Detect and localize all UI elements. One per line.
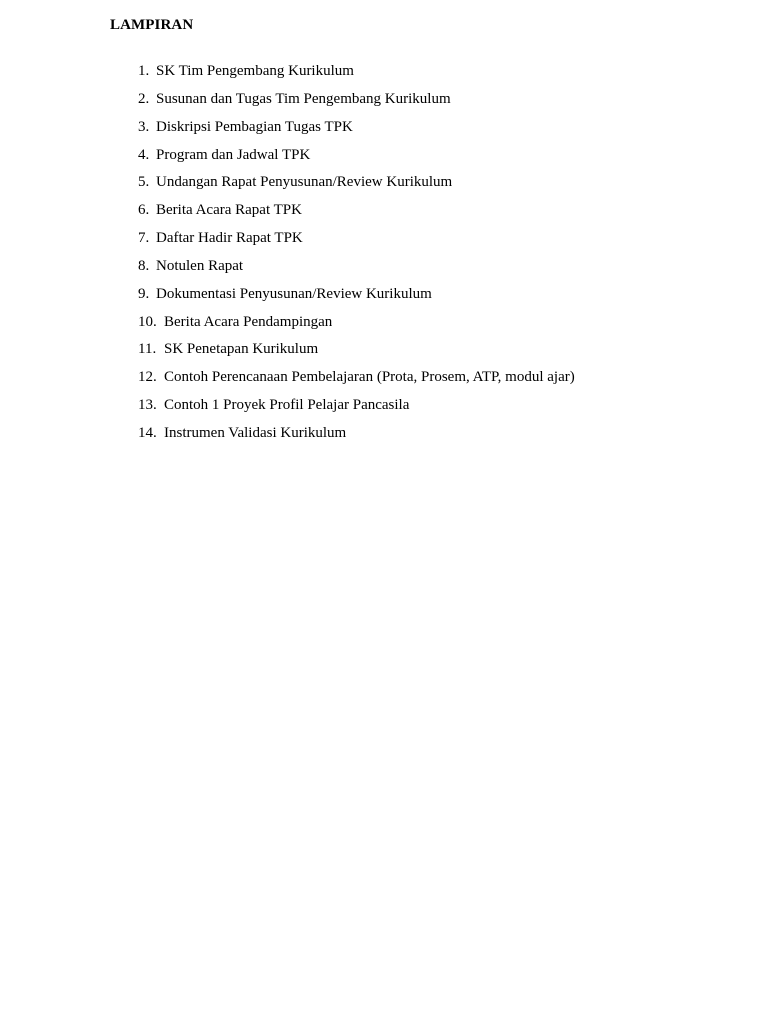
list-item — [138, 284, 575, 312]
list-item-number: 1. — [138, 63, 150, 79]
list-item-text: SK Penetapan Kurikulum — [164, 341, 319, 358]
list-item — [138, 367, 575, 395]
list-item-number: 12. — [138, 369, 157, 386]
list-item-text: Diskripsi Pembagian Tugas TPK — [156, 118, 353, 135]
list-item-text: Undangan Rapat Penyusunan/Review Kurikulum — [156, 174, 453, 191]
list-item-number: 5. — [138, 174, 150, 191]
list-item-number: 14. — [138, 424, 157, 441]
list-item — [138, 228, 575, 256]
list-item-number: 11. — [138, 341, 157, 358]
list-item — [138, 117, 575, 145]
list-item-number: 8. — [138, 257, 150, 274]
list-item-text: Susunan dan Tugas Tim Pengembang Kurikulum — [156, 90, 451, 107]
list-item-text: Berita Acara Pendampingan — [164, 313, 333, 330]
list-item-text: SK Tim Pengembang Kurikulum — [156, 63, 354, 79]
list-item-number: 2. — [138, 90, 150, 107]
list-item-number: 3. — [138, 118, 150, 135]
list-item — [138, 423, 575, 451]
list-item-number: 10. — [138, 313, 157, 330]
attachment-list — [138, 61, 575, 451]
list-item-text: Dokumentasi Penyusunan/Review Kurikulum — [156, 285, 432, 302]
list-item — [138, 312, 575, 340]
list-item-text: Contoh 1 Proyek Profil Pelajar Pancasila — [164, 397, 410, 414]
list-item-number: 6. — [138, 202, 150, 219]
list-item-number: 7. — [138, 230, 150, 247]
list-item-text: Berita Acara Rapat TPK — [156, 202, 302, 219]
list-item — [138, 256, 575, 284]
list-item-text: Program dan Jadwal TPK — [156, 146, 311, 163]
list-item-text: Notulen Rapat — [156, 257, 244, 274]
list-item — [138, 172, 575, 200]
list-item-number: 13. — [138, 397, 157, 414]
list-item — [138, 395, 575, 423]
list-item — [138, 145, 575, 173]
list-item-text: Contoh Perencanaan Pembelajaran (Prota, Prosem, ATP, modul ajar) — [164, 369, 575, 386]
list-item-text: Daftar Hadir Rapat TPK — [156, 230, 303, 247]
page-title: LAMPIRAN — [110, 17, 194, 33]
list-item-text: Instrumen Validasi Kurikulum — [164, 424, 347, 441]
list-item-number: 4. — [138, 146, 150, 163]
list-item-number: 9. — [138, 285, 150, 302]
list-item — [138, 89, 575, 117]
list-item — [138, 61, 575, 89]
list-item — [138, 200, 575, 228]
list-item — [138, 339, 575, 367]
